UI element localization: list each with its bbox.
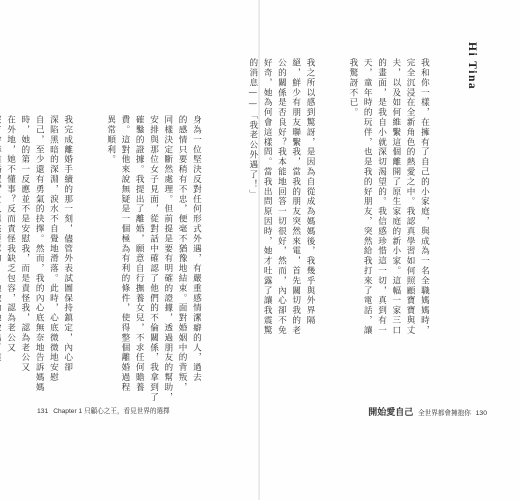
book-title: 開始愛自己 [368,408,414,418]
right-paragraph-1: 我和你一樣，在擁有了自己的小家庭，與成為一名全職媽媽時， 完全沉浸在全新角色的熱愛之中。我認真學習如何照顧寶寶與丈 夫，以及如何維繫這個離開了原生家庭的新小家。這幅一家三口 的畫面，是我自小就深切渴望的。我信感珍惜這一切，真到有一 天，童年時的玩伴，也是我的好朋友，突然給我打來了電話，讓 我驚訝不已。 [347,58,430,336]
chapter-running-head: Chapter 1 只顧心之王，看見世界的選擇 [53,408,170,415]
left-page-body [0,115,232,402]
right-page-footer [368,405,490,418]
page-number-left: 131 [37,408,49,415]
left-paragraph-2: 我完成離婚手續的那一刻，儘管外表試圖保持鎮定，內心卻 深陷黑暗的深淵，淚水不自覺地滑落。此時，心底微微地安慰 自己，至少還有勇氣的抉擇。然而，我的內心底無奈地告訴媽媽 時，她的第一反應並不是安慰我，而是責怪我，認為老公又 在外地，她不懂事？反而責怪我缺乏包容，認為老公又 [5,115,73,393]
page-number-right: 130 [475,410,487,417]
left-page-footer [34,405,170,415]
right-page-body [210,58,460,335]
book-subtitle: 全世界都會擁抱你 [418,410,471,417]
letter-salutation: Hi Tina [466,42,478,91]
left-paragraph-1: 身為一位堅決反對任何形式外遇，有嚴重感情潔癖的人，過去 的感情只要稍有不忠，便毫不猶豫地結束。面對婚姻中的背叛， 同樣決定斷然處理。但前提是要有明確的證據，透過朋友的幫助， 安排與那位女子見面，從對話中確認了他們的不倫關係，我拿到了 確鑿的證據。我提出了離婚，願意自行撫養女兒，不求任何贍養 費。這對他來說無疑是一個極為有利的條件，使得整個離婚過程 異常順利。 [105,115,202,403]
right-page [247,0,520,500]
right-paragraph-2: 我之所以感到驚訝，是因為自從成為媽媽後，我幾乎與外界隔 絕，鮮少有朋友聯繫我，當我的朋友突然來電，首先關切我的老 公的關係是否良好？我本能地回答一切很好，然而，內心卻不免 好奇，她為何會這樣問。當我出問原因時，她才吐露了讓我震驚 的消息——「我老公外遇了！」 [247,58,316,336]
